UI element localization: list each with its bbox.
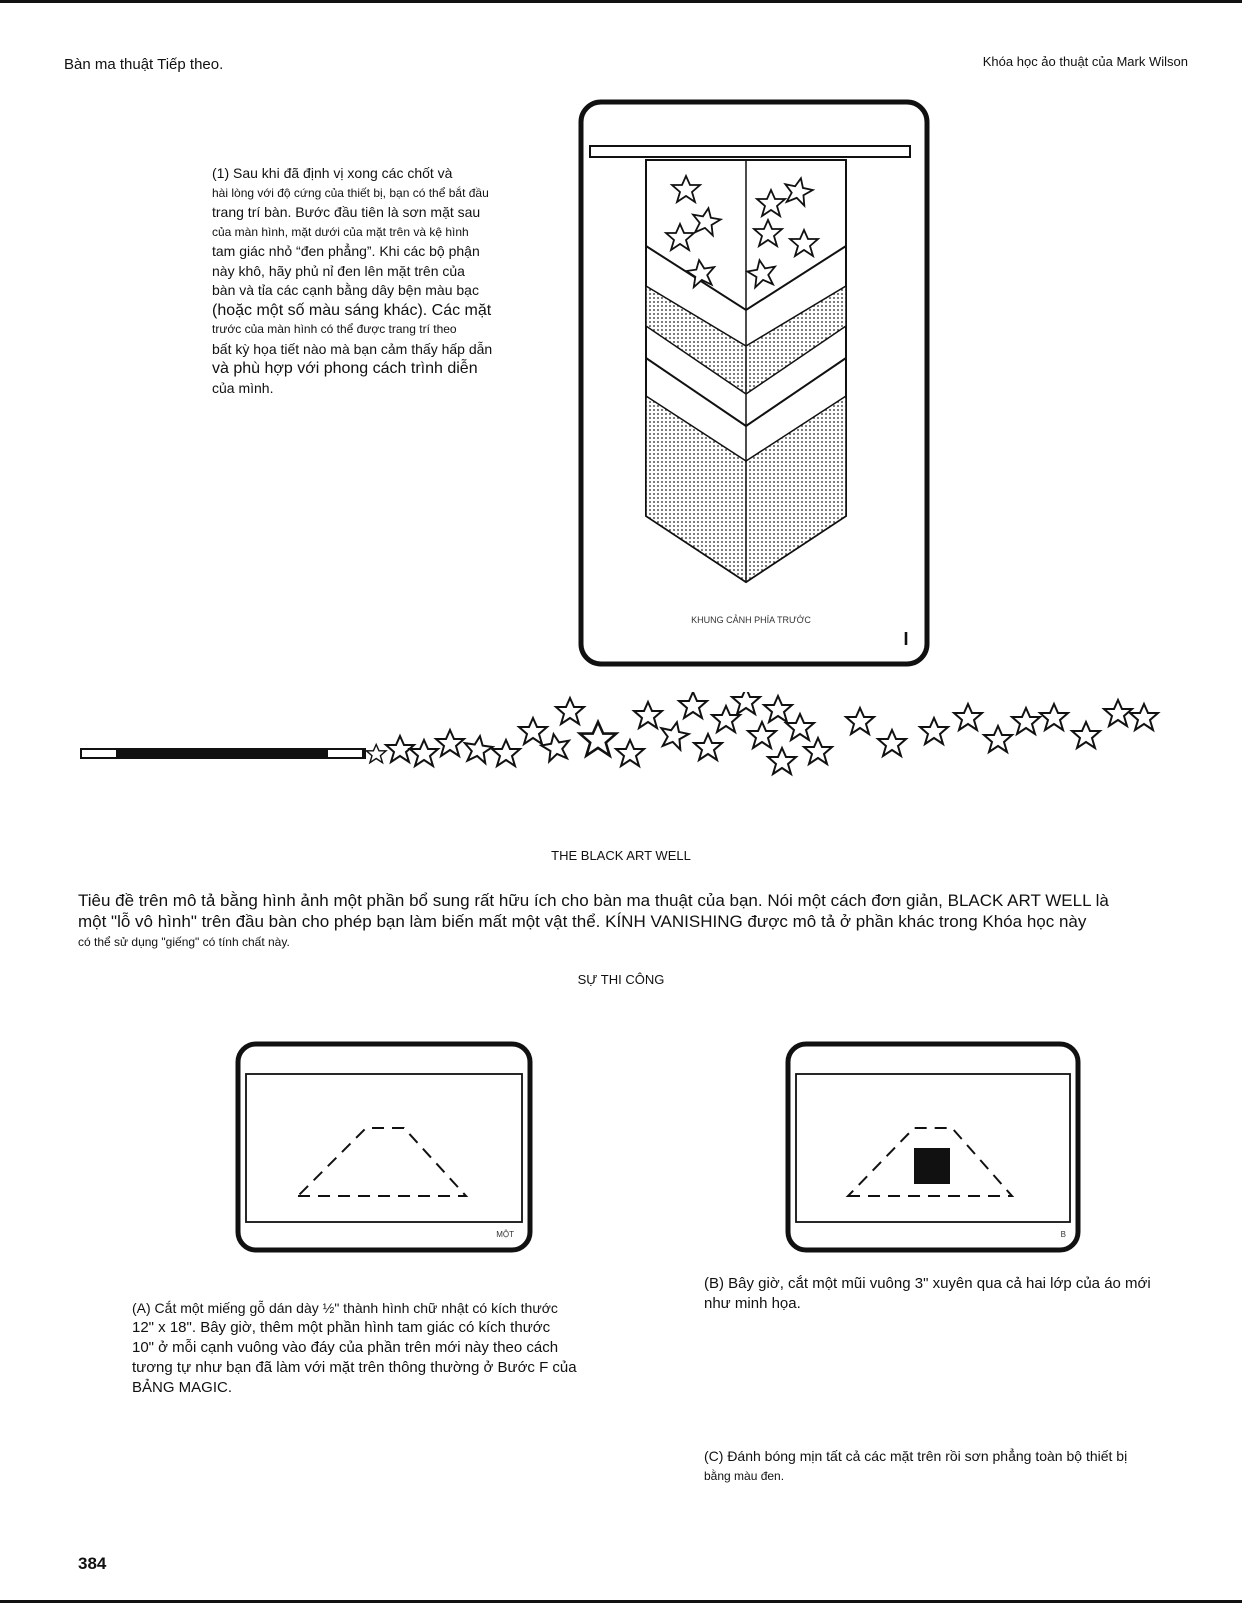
text-line: có thể sử dụng "giếng" có tính chất này. bbox=[78, 935, 290, 949]
text-line: trước của màn hình có thể được trang trí theo bbox=[212, 322, 457, 336]
page-number: 384 bbox=[78, 1554, 107, 1573]
caption-a bbox=[132, 1298, 612, 1398]
caption-b bbox=[704, 1274, 1184, 1314]
top-rule bbox=[0, 0, 1242, 3]
text-line: Tiêu đề trên mô tả bằng hình ảnh một phần bổ sung rất hữu ích cho bàn ma thuật của bạn. Nói một cách đơn giản, BLACK ART WELL là bbox=[78, 891, 1109, 910]
text-line: (C) Đánh bóng mịn tất cả các mặt trên rồi sơn phẳng toàn bộ thiết bị bbox=[704, 1448, 1128, 1464]
text-line: bất kỳ họa tiết nào mà bạn cảm thấy hấp dẫn bbox=[212, 340, 493, 357]
decoration-paragraph bbox=[212, 164, 524, 398]
intro-paragraph bbox=[78, 890, 1188, 953]
figure-caption: KHUNG CẢNH PHÍA TRƯỚC bbox=[691, 615, 811, 625]
text-line: trang trí bàn. Bước đầu tiên là sơn mặt sau bbox=[212, 204, 481, 220]
text-line: 12" x 18". Bây giờ, thêm một phần hình tam giác có kích thước bbox=[132, 1319, 551, 1336]
top-rail bbox=[590, 146, 910, 157]
square-well-cutout bbox=[914, 1148, 950, 1184]
text-line: này khô, hãy phủ nỉ đen lên mặt trên của bbox=[212, 262, 465, 279]
figure-b-label: B bbox=[1060, 1230, 1066, 1239]
front-view-figure bbox=[576, 96, 938, 678]
text-line: (A) Cắt một miếng gỗ dán dày ½" thành hình chữ nhật có kích thước bbox=[132, 1300, 558, 1316]
text-line: 10" ở mỗi cạnh vuông vào đáy của phần trên mới này theo cách bbox=[132, 1339, 559, 1356]
table-top-rectangle bbox=[246, 1074, 522, 1222]
caption-c bbox=[704, 1446, 1184, 1486]
wand-stars bbox=[366, 692, 1158, 774]
figure-a-label: MỘT bbox=[496, 1230, 514, 1239]
text-line: tam giác nhỏ “đen phẳng”. Khi các bộ phận bbox=[212, 243, 480, 259]
section-title: THE BLACK ART WELL bbox=[551, 848, 691, 863]
text-line: (hoặc một số màu sáng khác). Các mặt bbox=[212, 301, 492, 319]
bottom-rule bbox=[0, 1600, 1242, 1603]
figure-a bbox=[234, 1040, 540, 1254]
construction-title: SỰ THI CÔNG bbox=[577, 972, 665, 987]
text-line: như minh họa. bbox=[704, 1295, 801, 1312]
figure-mark: I bbox=[903, 629, 909, 649]
running-header-right: Khóa học ảo thuật của Mark Wilson bbox=[982, 54, 1188, 69]
text-line: của màn hình, mặt dưới của mặt trên và kệ hình bbox=[212, 224, 469, 239]
text-line: (B) Bây giờ, cắt một mũi vuông 3" xuyên qua cả hai lớp của áo mới bbox=[704, 1275, 1151, 1292]
text-line: (1) Sau khi đã định vị xong các chốt và bbox=[212, 165, 453, 181]
magic-wand bbox=[80, 748, 366, 759]
text-line: bằng màu đen. bbox=[704, 1469, 785, 1483]
text-line: hài lòng với độ cứng của thiết bị, bạn có thể bắt đầu bbox=[212, 185, 489, 200]
running-header-left: Bàn ma thuật Tiếp theo. bbox=[64, 56, 224, 73]
text-line: bàn và tỉa các cạnh bằng dây bện màu bạc bbox=[212, 282, 479, 298]
text-line: của mình. bbox=[212, 379, 274, 396]
text-line: tương tự như bạn đã làm với mặt trên thông thường ở Bước F của bbox=[132, 1359, 577, 1376]
text-line: BẢNG MAGIC. bbox=[132, 1379, 233, 1396]
text-line: một "lỗ vô hình" trên đầu bàn cho phép bạn làm biến mất một vật thể. KÍNH VANISHING được mô tả ở phần khác trong Khóa học này bbox=[78, 912, 1087, 931]
figure-b bbox=[784, 1040, 1090, 1254]
text-line: và phù hợp với phong cách trình diễn bbox=[212, 360, 478, 377]
magic-wand-illustration bbox=[78, 692, 1188, 802]
chevron-banner bbox=[646, 160, 846, 582]
